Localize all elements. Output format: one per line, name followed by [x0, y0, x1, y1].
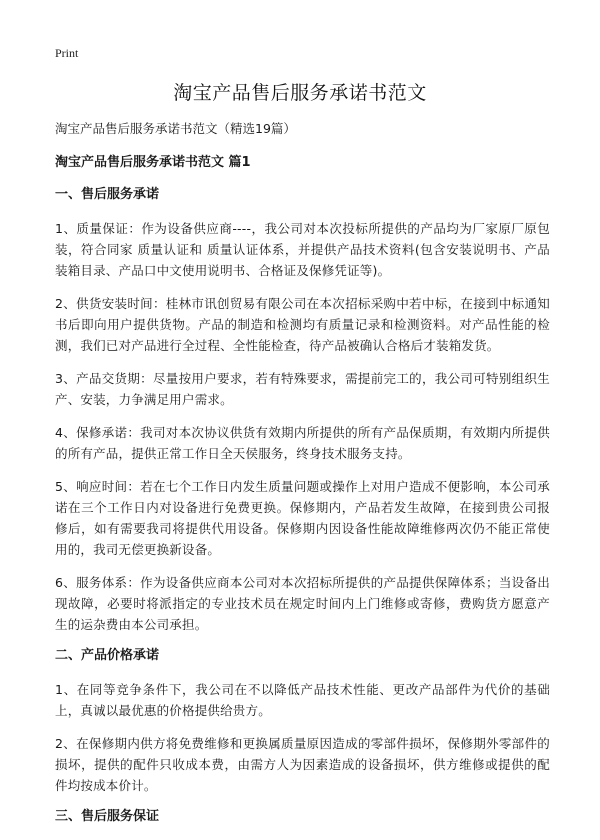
page-title: 淘宝产品售后服务承诺书范文	[173, 82, 427, 104]
section-price-commitment	[55, 647, 550, 796]
paragraph-delivery-period: 3、产品交货期：尽量按用户要求，若有特殊要求，需提前完工的，我公司可特别组织生产、安装，力争满足用户需求。	[55, 371, 550, 407]
paragraph-delivery-installation: 2、供货安装时间：桂林市讯创贸易有限公司在本次招标采购中若中标，在接到中标通知书后即向用户提供货物。产品的制造和检测均有质量记录和检测资料。对产品性能的检测，我们已对产品进行全过程、全性能检查，待产品被确认合格后才装箱发货。	[55, 296, 550, 353]
article-heading: 淘宝产品售后服务承诺书范文 篇1	[55, 155, 251, 170]
document-subtitle: 淘宝产品售后服务承诺书范文（精选19篇）	[55, 121, 296, 136]
paragraph-service-system: 6、服务体系：作为设备供应商本公司对本次招标所提供的产品提供保障体系；当设备出现故障，必要时将派指定的专业技术员在规定时间内上门维修或寄修，费购货方愿意产生的运杂费由本公司承担。	[55, 575, 550, 632]
paragraph-competitive-price: 1、在同等竞争条件下，我公司在不以降低产品技术性能、更改产品部件为代价的基础上，真诚以最优惠的价格提供给贵方。	[55, 682, 550, 718]
print-link[interactable]: Print	[55, 46, 79, 60]
document-body	[55, 120, 550, 840]
section-heading: 一、售后服务承诺	[55, 187, 160, 202]
section-service-guarantee	[55, 808, 550, 826]
paragraph-warranty: 4、保修承诺：我司对本次协议供货有效期内所提供的所有产品保质期，有效期内所提供的所有产品，提供正常工作日全天侯服务，终身技术服务支持。	[55, 425, 550, 461]
paragraph-quality-guarantee: 1、质量保证：作为设备供应商----，我公司对本次投标所提供的产品均为厂家原厂原包装，符合同家 质量认证和 质量认证体系，并提供产品技术资料(包含安装说明书、产品装箱目录、产品口中文使用说明书、合格证及保修凭证等)。	[55, 221, 550, 278]
paragraph-warranty-repair-cost: 2、在保修期内供方将免费维修和更换属质量原因造成的零部件损坏，保修期外零部件的损坏，提供的配件只收成本费，由需方人为因素造成的设备损坏，供方维修或提供的配件均按成本价计。	[55, 736, 550, 793]
section-after-sales-commitment	[55, 186, 550, 635]
paragraph-response-time: 5、响应时间：若在七个工作日内发生质量问题或操作上对用户造成不便影响，本公司承诺在三个工作日内对设备进行免费更换。保修期内，产品若发生故障，在接到贵公司报修后，如有需要我司将提供代用设备。保修期内因设备性能故障维修两次仍不能正常使用的，我司无偿更换新设备。	[55, 479, 550, 557]
section-heading: 二、产品价格承诺	[55, 648, 160, 663]
section-heading: 三、售后服务保证	[55, 809, 160, 824]
